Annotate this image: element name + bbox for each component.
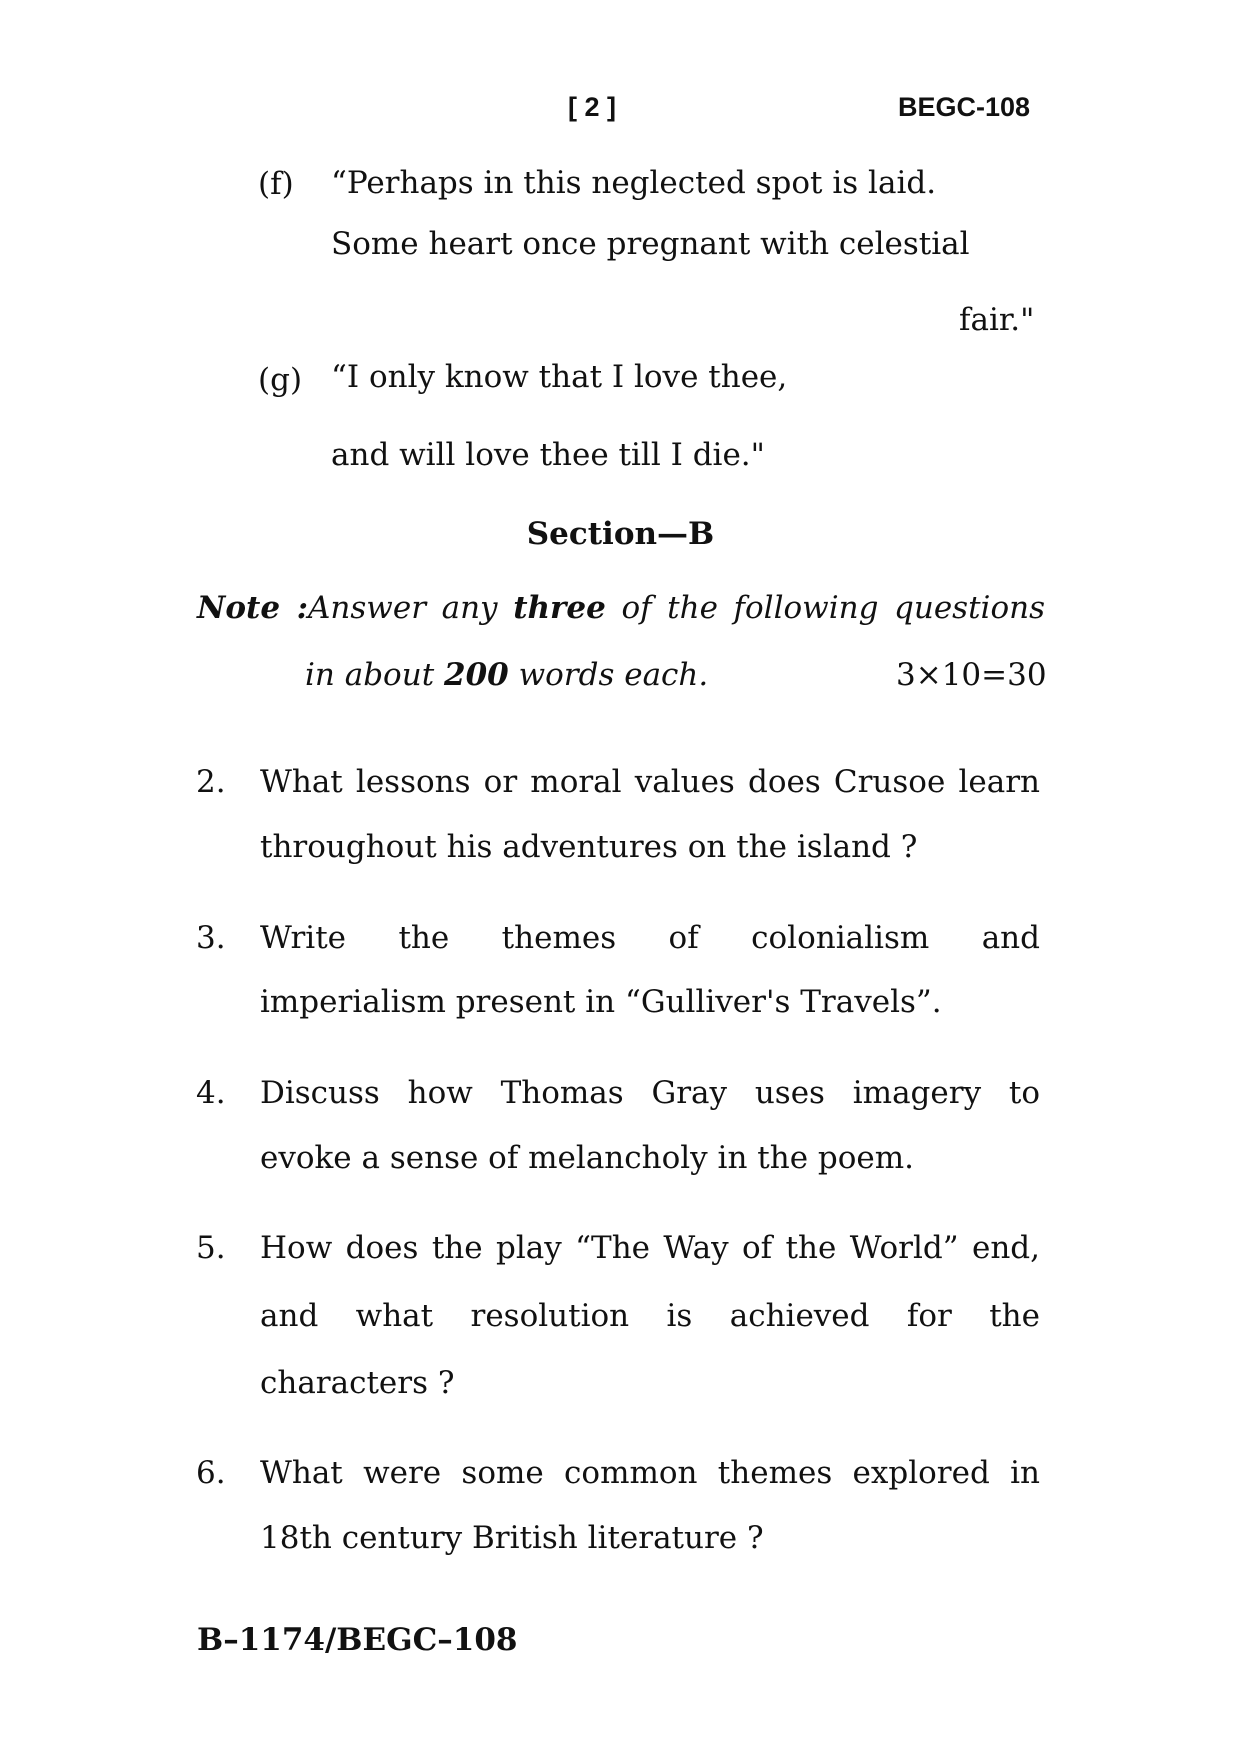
question-number-3: 3. — [196, 920, 226, 956]
section-title: Section—B — [526, 516, 715, 552]
note-marks: 3×10=30 — [896, 657, 1047, 693]
quote-g-line-1: “I only know that I love thee, — [331, 359, 788, 395]
question-6-line-2: 18th century British literature ? — [260, 1520, 764, 1556]
note-line-1 — [197, 590, 1045, 626]
question-6-line-1: What were some common themes explored in — [260, 1455, 1040, 1491]
quote-label-f: (f) — [258, 166, 294, 202]
quote-label-g: (g) — [258, 362, 303, 398]
footer-code: B–1174/BEGC–108 — [197, 1622, 518, 1658]
quote-f-line-1: “Perhaps in this neglected spot is laid. — [331, 165, 937, 201]
quote-f-line-3: fair." — [959, 302, 1035, 338]
question-5-line-3: characters ? — [260, 1365, 455, 1401]
note-text-b: of the following questions — [621, 590, 1046, 626]
question-4-line-1: Discuss how Thomas Gray uses imagery to — [260, 1075, 1040, 1111]
note-text-a: Answer any — [308, 590, 498, 626]
question-number-5: 5. — [196, 1230, 226, 1266]
note-line2-a: in about — [305, 657, 435, 693]
question-3-line-1: Write the themes of colonialism and — [260, 920, 1040, 956]
question-number-6: 6. — [196, 1455, 226, 1491]
question-number-4: 4. — [196, 1075, 226, 1111]
page-number: [ 2 ] — [568, 92, 617, 122]
note-line2-b: words each. — [518, 657, 709, 693]
question-2-line-2: throughout his adventures on the island ? — [260, 829, 918, 865]
question-2-line-1: What lessons or moral values does Crusoe learn — [260, 764, 1040, 800]
paper-code: BEGC-108 — [898, 92, 1031, 122]
note-bold-three: three — [513, 590, 606, 626]
question-3-line-2: imperialism present in “Gulliver's Travels”. — [260, 984, 942, 1020]
question-5-line-2: and what resolution is achieved for the — [260, 1298, 1040, 1334]
quote-g-line-2: and will love thee till I die." — [331, 437, 765, 473]
note-line-2 — [305, 657, 709, 693]
note-bold-200: 200 — [444, 657, 509, 693]
note-label: Note : — [197, 590, 309, 626]
question-5-line-1: How does the play “The Way of the World” end, — [260, 1230, 1040, 1266]
quote-f-line-2: Some heart once pregnant with celestial — [331, 226, 970, 262]
question-number-2: 2. — [196, 764, 226, 800]
question-4-line-2: evoke a sense of melancholy in the poem. — [260, 1140, 914, 1176]
